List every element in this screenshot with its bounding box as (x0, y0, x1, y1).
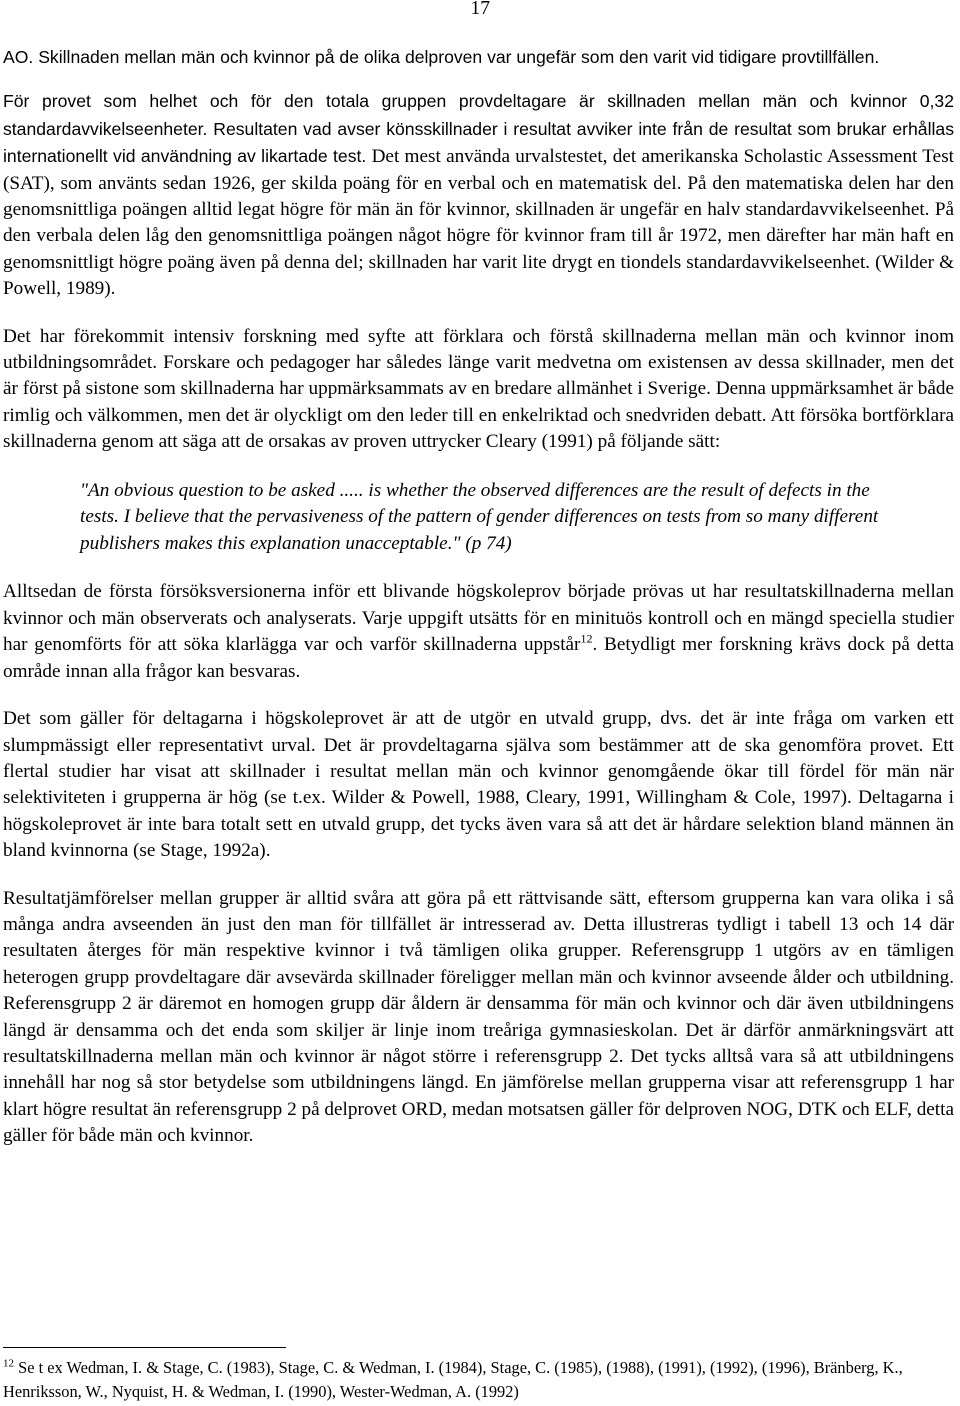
paragraph-2-part-b: Det mest använda urvalstestet, det amerikanska Scholastic Assessment Test (SAT), som använts sedan 1926, ger skilda poäng för en verbal och en matematisk del. (3, 146, 954, 194)
paragraph-2-part-c: På den matematiska delen har den genomsnittliga poängen alltid legat högre för män än för kvinnor, skillnaden är ungefär en halv standardavvikelseenhet. (3, 172, 954, 221)
document-body (3, 44, 954, 1150)
paragraph-6: Resultatjämförelser mellan grupper är alltid svåra att göra på ett rättvisande sätt, eftersom grupperna kan vara olika i så många andra avseenden än just den man för tillfället är intresserad av. Detta illustreras tydligt i tabell 13 och 14 där resultaten återges för män respektive kvinnor i två tämligen olika grupper. Referensgrupp 1 utgörs av en tämligen heterogen grupp provdeltagare där avsevärda skillnader föreligger mellan män och kvinnor avseende ålder och utbildning. Referensgrupp 2 är däremot en homogen grupp där åldern är densamma för män och kvinnor och där även utbildningens längd är densamma och det enda som skiljer är linje inom treåriga gymnasieskolan. Det är därför anmärkningsvärt att resultatskillnaderna mellan män och kvinnor är något större i referensgrupp 2. Det tycks alltså vara så att utbildningens innehåll har nog så stor betydelse som utbildningens längd. En jämförelse mellan grupperna visar att referensgrupp 1 har klart högre resultat än referensgrupp 2 på delprovet ORD, medan motsatsen gäller för delproven NOG, DTK och ELF, detta gäller för både män och kvinnor. (3, 887, 954, 1147)
paragraph-4-text: Alltsedan de första försöksversionerna inför ett blivande högskoleprov började prövas ut har resultatskillnaderna mellan kvinnor och män observerats och analyserats. Varje uppgift utsätts för en minituös kontroll och en mängd speciella studier har genomförts för att söka klarlägga var och varför skillnaderna uppstår (3, 581, 954, 656)
paragraph-4 (3, 579, 954, 685)
footnote-text: Se t ex Wedman, I. & Stage, C. (1983), Stage, C. & Wedman, I. (1984), Stage, C. (1985), (1988), (1991), (1992), (1996), Bränberg, K., Henriksson, W., Nyquist, H. & Wedman, I. (1990), Wester-Wedman, A. (1992) (3, 1358, 903, 1401)
footnote-marker: 12 (3, 1357, 14, 1370)
paragraph-2-part-a: För provet som helhet och för den totala gruppen provdeltagare är skillnaden mellan män och kvinnor 0,32 standardavvikelseenheter. Resultaten vad avser könsskillnader i resultat avviker inte från de resultat som brukar erhållas internationellt vid användning av likartade test. (3, 91, 954, 167)
footnote-reference[interactable]: 12 (580, 631, 593, 646)
footnote-divider (3, 1347, 286, 1348)
paragraph-4-ending: . Betydligt mer forskning krävs dock på detta område innan alla frågor kan besvaras. (3, 634, 954, 682)
paragraph-1: AO. Skillnaden mellan män och kvinnor på de olika delproven var ungefär som den varit vid tidigare provtillfällen. (3, 47, 880, 67)
page-number: 17 (470, 0, 490, 19)
paragraph-3: Det har förekommit intensiv forskning med syfte att förklara och förstå skillnaderna mellan män och kvinnor inom utbildningsområdet. Forskare och pedagoger har således länge varit medvetna om existensen av dessa skillnader, men det är först på sistone som skillnaderna har uppmärksammats av en bredare allmänhet i Sverige. Denna uppmärksamhet är både rimlig och välkommen, men det är olyckligt om den leder till en enkelriktad och snedvriden debatt. Att försöka bortförklara skillnaderna genom att säga att de orsakas av proven uttrycker Cleary (1991) på följande sätt: (3, 325, 954, 453)
block-quote: "An obvious question to be asked ..... is whether the observed differences are the result of defects in the tests. I believe that the pervasiveness of the pattern of gender differences on tests from so many different publishers makes this explanation unacceptable." (p 74) (80, 479, 879, 554)
footnote (3, 1356, 954, 1403)
paragraph-5: Det som gäller för deltagarna i högskoleprovet är att de utgör en utvald grupp, dvs. det är inte fråga om varken ett slumpmässigt eller representativt urval. Det är provdeltagarna själva som bestämmer att de ska genomföra provet. Ett flertal studier har visat att skillnader i resultat mellan män och kvinnor genomgående ökar till fördel för män när selektiviteten i grupperna är hög (se t.ex. Wilder & Powell, 1988, Cleary, 1991, Willingham & Cole, 1997). Deltagarna i högskoleprovet är inte bara totalt sett en utvald grupp, det tycks även vara så att det är hårdare selektion bland männen än bland kvinnorna (se Stage, 1992a). (3, 708, 954, 862)
paragraph-2 (3, 88, 954, 302)
paragraph-2-part-d: På den verbala delen låg den genomsnittliga poängen något högre för kvinnor fram till år 1972, men därefter har män haft en genomsnittligt högre poäng även på denna del; skillnaden har varit lite drygt en tiondels standardavvikelseenhet. (Wilder & Powell, 1989). (3, 199, 954, 300)
